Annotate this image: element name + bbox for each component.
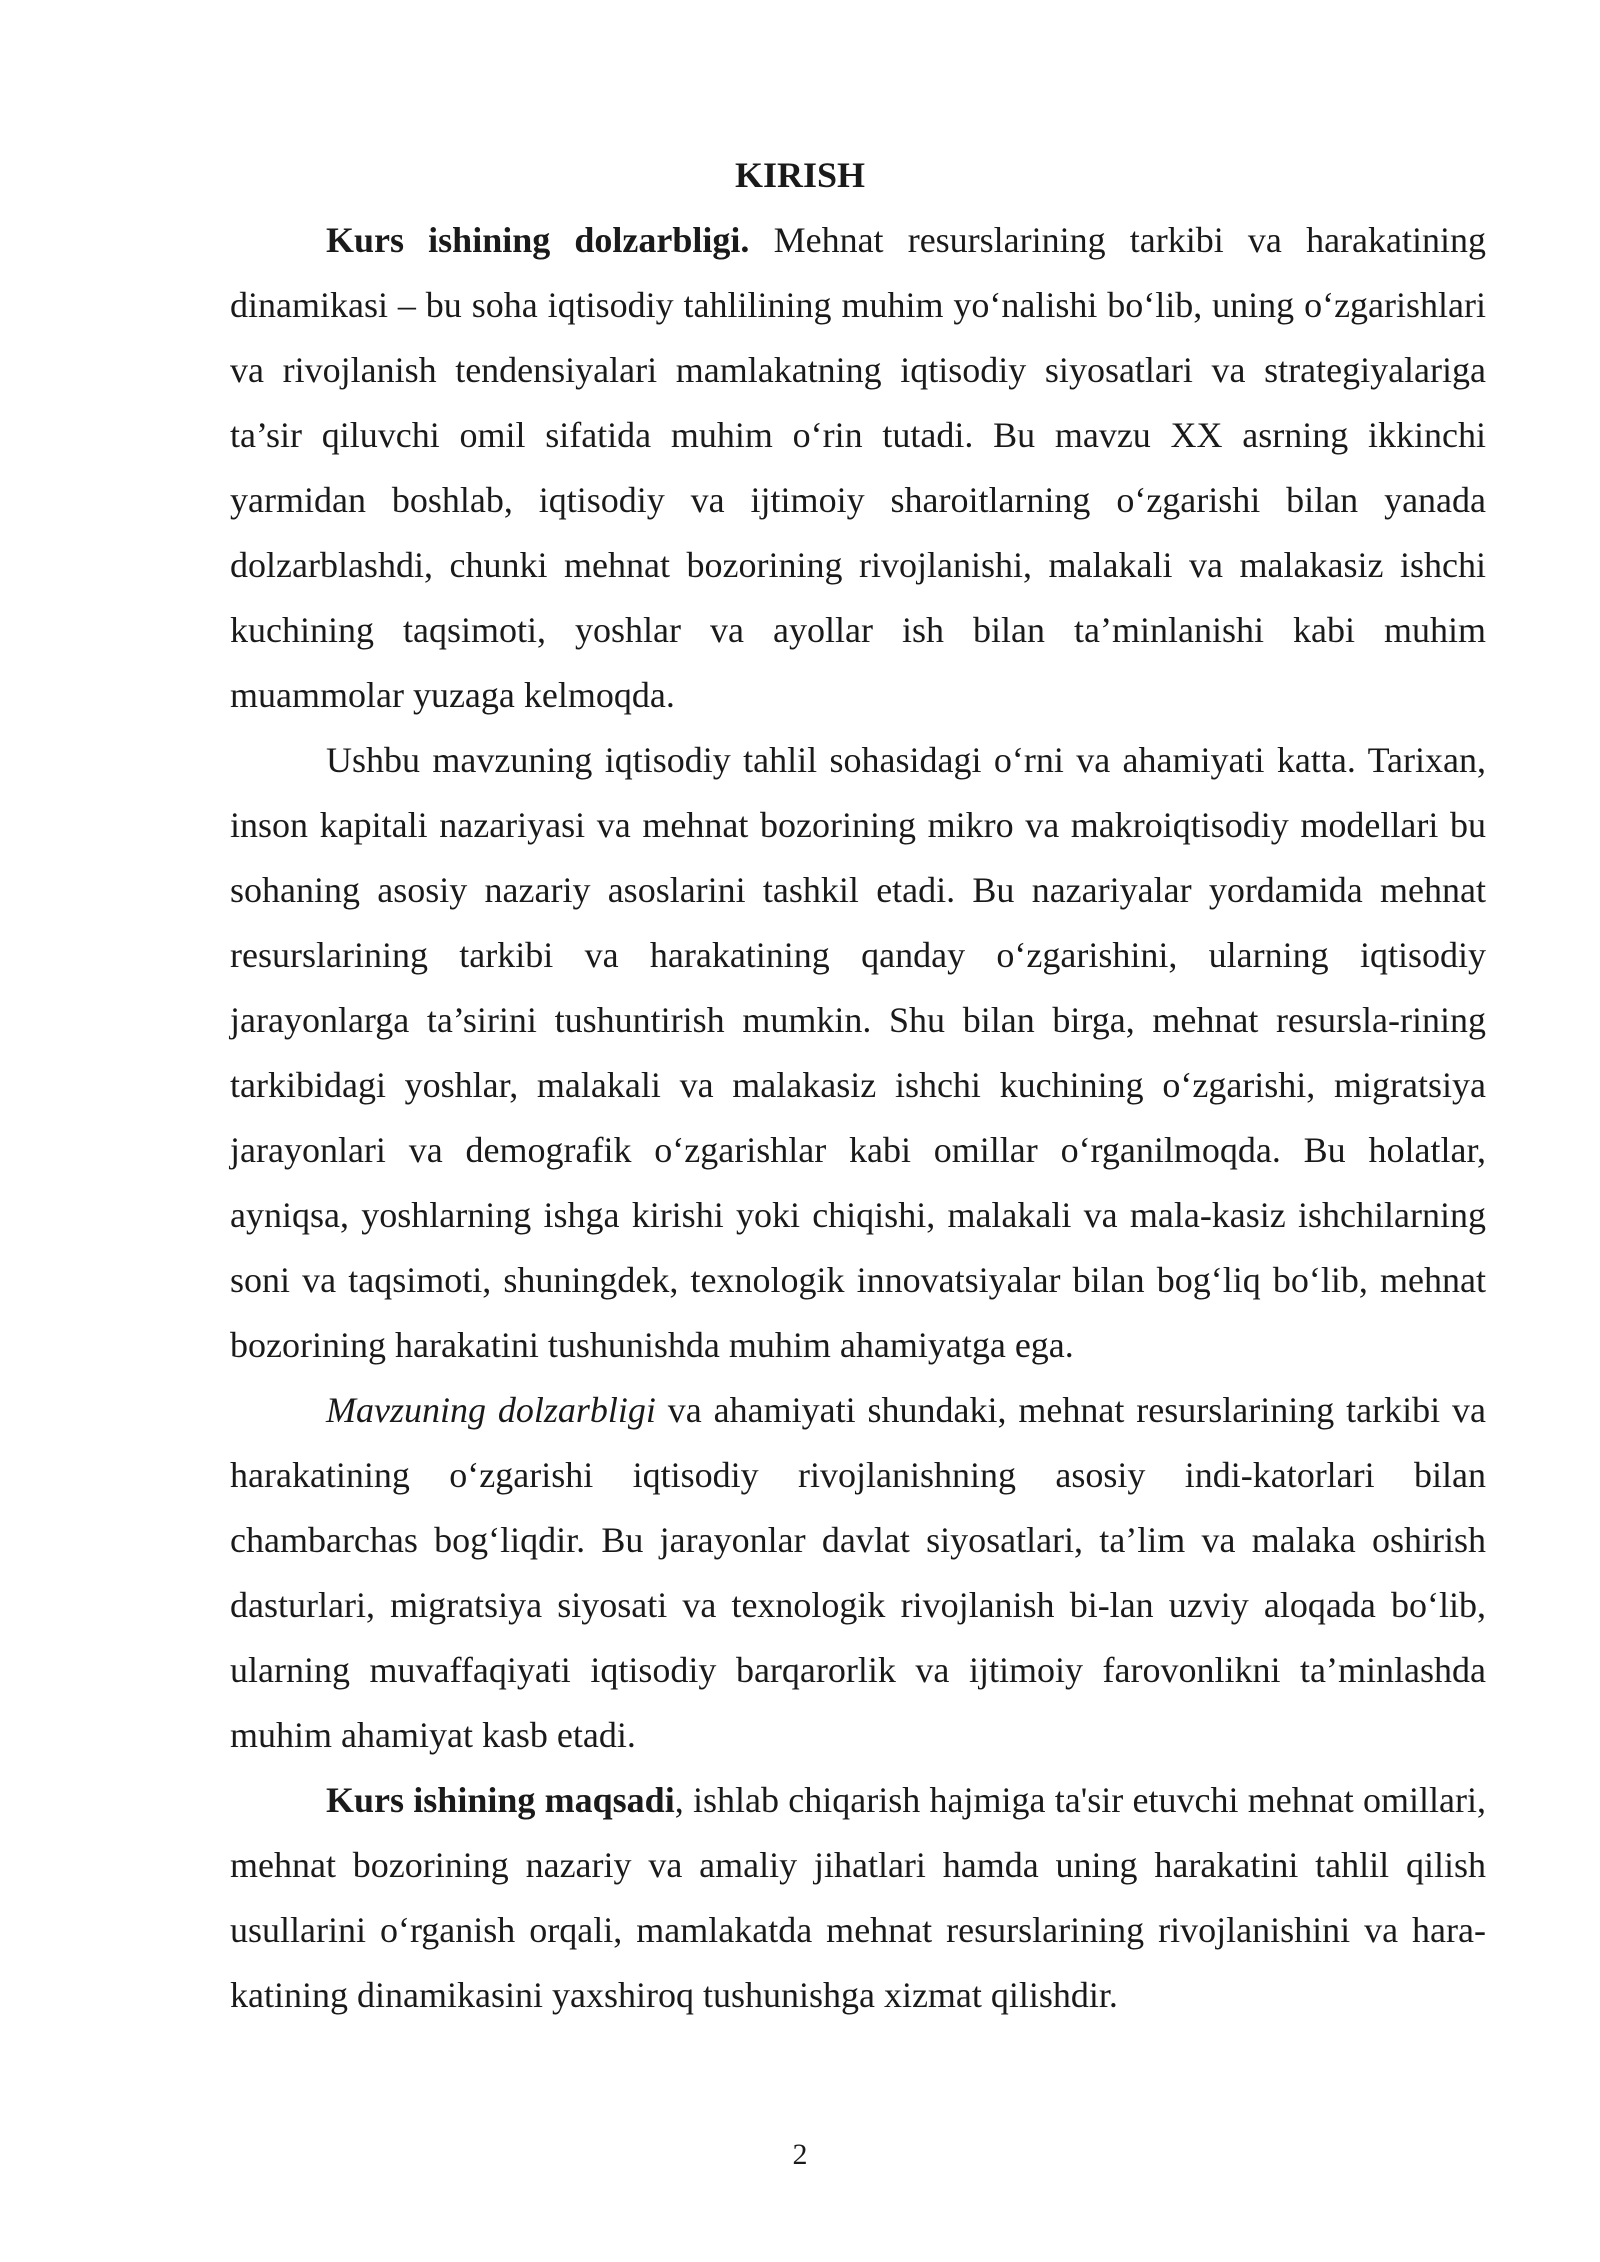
paragraph-lead-italic: Mavzuning dolzarbligi: [326, 1390, 656, 1430]
paragraph-lead-bold: Kurs ishining dolzarbligi.: [326, 220, 750, 260]
body-text: [230, 208, 1486, 2028]
page-number: 2: [792, 2138, 808, 2171]
paragraph-significance: [230, 728, 1486, 1378]
paragraph-goal: [230, 1768, 1486, 2028]
paragraph-text: , ishlab chiqarish hajmiga ta'sir etuvchi mehnat omillari, mehnat bozorining nazariy va amaliy jihatlari hamda uning harakatini tahlil qilish usullarini o‘rganish orqali, mamlakatda mehnat resurslarining rivojlanishini va hara-katining dinamikasini yaxshiroq tushunishga xizmat qilishdir.: [230, 1780, 1487, 2015]
section-heading: KIRISH: [734, 155, 866, 195]
paragraph-relevance: [230, 208, 1486, 728]
paragraph-text: Mehnat resurslarining tarkibi va harakatining dinamikasi – bu soha iqtisodiy tahlilining muhim yo‘nalishi bo‘lib, uning o‘zgarishlari va rivojlanish tendensiyalari mamlakatning iqtisodiy siyosatlari va strategiyalariga ta’sir qiluvchi omil sifatida muhim o‘rin tutadi. Bu mavzu XX asrning ikkinchi yarmidan boshlab, iqtisodiy va ijtimoiy sharoitlarning o‘zgarishi bilan yanada dolzarblashdi, chunki mehnat bozorining rivojlanishi, malakali va malakasiz ishchi kuchining taqsimoti, yoshlar va ayollar ish bilan ta’minlanishi kabi muhim muammolar yuzaga kelmoqda.: [230, 220, 1486, 715]
paragraph-topic-relevance: [230, 1378, 1486, 1768]
paragraph-lead-bold: Kurs ishining maqsadi: [326, 1780, 675, 1820]
paragraph-text: va ahamiyati shundaki, mehnat resurslarining tarkibi va harakatining o‘zgarishi iqtisodiy rivojlanishning asosiy indi-katorlari bilan chambarchas bog‘liqdir. Bu jarayonlar davlat siyosatlari, ta’lim va malaka oshirish dasturlari, migratsiya siyosati va texnologik rivojlanish bi-lan uzviy aloqada bo‘lib, ularning muvaffaqiyati iqtisodiy barqarorlik va ijtimoiy farovonlikni ta’minlashda muhim ahamiyat kasb etadi.: [230, 1390, 1486, 1755]
paragraph-text: Ushbu mavzuning iqtisodiy tahlil sohasidagi o‘rni va ahamiyati katta. Tarixan, inson kapitali nazariyasi va mehnat bozorining mikro va makroiqtisodiy modellari bu sohaning asosiy nazariy asoslarini tashkil etadi. Bu nazariyalar yordamida mehnat resurslarining tarkibi va harakatining qanday o‘zgarishini, ularning iqtisodiy jarayonlarga ta’sirini tushuntirish mumkin. Shu bilan birga, mehnat resursla-rining tarkibidagi yoshlar, malakali va malakasiz ishchi kuchining o‘zgarishi, migratsiya jarayonlari va demografik o‘zgarishlar kabi omillar o‘rganilmoqda. Bu holatlar, ayniqsa, yoshlarning ishga kirishi yoki chiqishi, malakali va mala-kasiz ishchilarning soni va taqsimoti, shuningdek, texnologik innovatsiyalar bilan bog‘liq bo‘lib, mehnat bozorining harakatini tushunishda muhim ahamiyatga ega.: [230, 740, 1486, 1365]
